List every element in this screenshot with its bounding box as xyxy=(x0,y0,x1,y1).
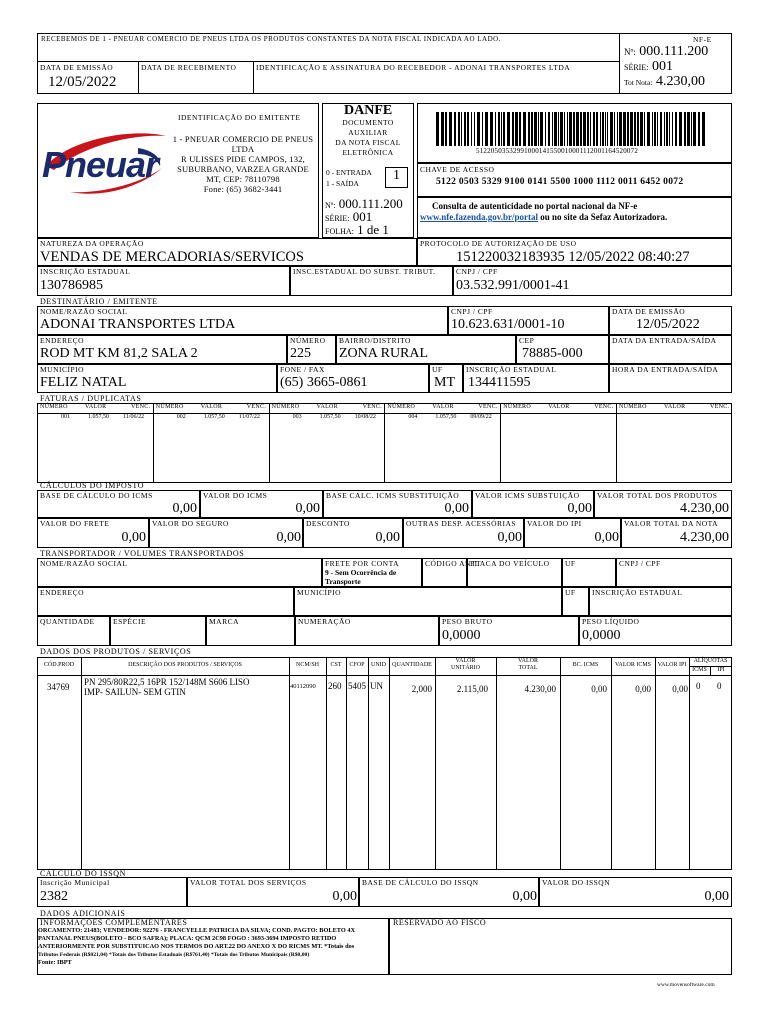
dest-end-label: ENDEREÇO xyxy=(40,336,84,345)
fatura-numero: 002 xyxy=(176,414,186,420)
canhoto-emissao: 12/05/2022 xyxy=(48,74,117,90)
cnpj-emit-value: 03.532.991/0001-41 xyxy=(456,278,570,293)
dest-cep: 78885-000 xyxy=(522,346,583,361)
fatura-valor: 1.057,50 xyxy=(435,414,457,420)
dest-emissao-label: DATA DE EMISSÃO xyxy=(612,307,686,316)
barcode-bar xyxy=(654,112,656,146)
calc-base-st: 0,00 xyxy=(444,501,469,516)
barcode-bar xyxy=(458,112,460,146)
canhoto-emissao-label: DATA DE EMISSÃO xyxy=(40,63,114,72)
fatura-venc: 11/07/22 xyxy=(238,414,260,420)
barcode-bar xyxy=(507,112,510,146)
canhoto-recebimento-label: DATA DE RECEBIMENTO xyxy=(141,63,237,72)
produtos-section: DADOS DOS PRODUTOS / SERVIÇOS xyxy=(40,647,192,656)
calculo-section: CÁLCULOS DO IMPOSTO xyxy=(40,481,145,490)
produto-desc-2: IMP- SAILUN- SEM GTIN xyxy=(84,687,186,697)
fatura-valor: 1.057,50 xyxy=(203,414,225,420)
dest-num-label: NÚMERO xyxy=(290,336,326,345)
canhoto-ident-label: IDENTIFICAÇÃO E ASSINATURA DO RECEBEDOR - ADONAI TRANSPORTES LTDA xyxy=(256,63,571,72)
fatura-venc: 11/06/22 xyxy=(123,414,145,420)
produto-col-divider xyxy=(81,657,82,870)
barcode-bar xyxy=(640,112,643,146)
dest-section: DESTINATÁRIO / EMITENTE xyxy=(40,297,158,306)
consulta-line2: www.nfe.fazenda.gov.br/portal ou no site da Sefaz Autorizadora. xyxy=(420,212,668,222)
danfe-tipo: 1 xyxy=(393,168,400,183)
info-label: INFORMAÇÕES COMPLEMENTARES xyxy=(40,918,188,927)
protocolo-label: PROTOCOLO DE AUTORIZAÇÃO DE USO xyxy=(420,239,577,248)
barcode-bar xyxy=(583,112,586,146)
barcode-bar xyxy=(576,112,579,146)
dest-num: 225 xyxy=(290,346,311,361)
barcode-bar xyxy=(637,112,639,146)
issqn-section: CÁLCULO DO ISSQN xyxy=(40,869,127,878)
dest-cep-label: CEP xyxy=(519,336,535,345)
transp-pl-label: PESO LÍQUIDO xyxy=(582,617,640,626)
fatura-numero: 003 xyxy=(292,414,302,420)
barcode-bar xyxy=(647,112,650,146)
dest-bairro: ZONA RURAL xyxy=(339,346,429,361)
fatura-header-venc: VENC. xyxy=(131,404,151,410)
calc-desconto: 0,00 xyxy=(375,530,400,545)
barcode-bar xyxy=(666,112,668,146)
calc-desconto-label: DESCONTO xyxy=(306,519,350,528)
barcode-bar xyxy=(548,112,550,146)
dest-cnpj-label: CNPJ / CPF xyxy=(451,307,493,316)
canhoto-vline1 xyxy=(138,61,139,94)
barcode-bar xyxy=(552,112,553,146)
barcode-bar xyxy=(474,112,475,146)
produto-col-divider xyxy=(496,657,497,870)
produtos-header-line xyxy=(37,675,732,676)
danfe-title: DANFE xyxy=(344,103,393,118)
pneuar-logo xyxy=(40,128,170,198)
barcode-bar xyxy=(687,112,690,146)
barcode-bar xyxy=(449,112,452,146)
transp-placa-label: PLACA DO VEÍCULO xyxy=(470,559,550,568)
canhoto-vline2 xyxy=(253,61,254,94)
produto-header-vipi: VALOR IPI xyxy=(657,662,687,668)
danfe-sub: DOCUMENTO AUXILIAR DA NOTA FISCAL ELETRÔNICA xyxy=(335,118,401,157)
barcode-bar xyxy=(691,112,692,146)
barcode-bar xyxy=(684,112,686,146)
barcode-bar xyxy=(623,112,626,146)
barcode-bar xyxy=(610,112,613,146)
barcode-bar xyxy=(702,112,705,146)
barcode-bar xyxy=(540,112,543,146)
barcode-bar xyxy=(498,112,500,146)
produto-aipi: 0 xyxy=(717,681,722,691)
fatura-header-venc: VENC. xyxy=(710,404,730,410)
footer-site: www.movensoftware.com xyxy=(657,982,715,988)
produto-col-divider xyxy=(389,657,390,870)
barcode-bar xyxy=(567,112,568,146)
fatura-header-line xyxy=(616,413,732,414)
barcode-bar xyxy=(560,112,563,146)
dest-fone: (65) 3665-0861 xyxy=(280,375,368,390)
produto-header-vicms: VALOR ICMS xyxy=(614,662,652,668)
danfe-numero: Nº: 000.111.200 xyxy=(325,196,403,211)
produto-vipi: 0,00 xyxy=(672,684,688,694)
barcode-bar xyxy=(590,112,591,146)
transp-pb: 0,0000 xyxy=(442,628,481,643)
barcode-bar xyxy=(523,112,526,146)
canhoto-serie: SÉRIE: 001 xyxy=(624,59,673,74)
canhoto-numero: Nº: 000.111.200 xyxy=(624,44,709,59)
barcode-bar xyxy=(464,112,466,146)
chave-value: 5122 0503 5329 9100 0141 5500 1000 1112 0011 6452 0072 xyxy=(436,177,684,187)
dest-bairro-label: BAIRRO/DISTRITO xyxy=(339,336,411,345)
produto-vunit: 2.115,00 xyxy=(456,684,488,694)
ie-st-label: INSC.ESTADUAL DO SUBST. TRIBUT. xyxy=(293,267,436,276)
produto-header-aicms: ICMS xyxy=(692,667,707,673)
barcode-bar xyxy=(587,112,589,146)
canhoto-hline xyxy=(37,61,620,62)
fatura-col-divider xyxy=(616,403,617,483)
danfe-saida: 1 - SAÍDA xyxy=(326,179,359,188)
produto-vicms: 0,00 xyxy=(635,684,651,694)
fatura-header-numero: NÚMERO xyxy=(503,404,531,410)
barcode-bar xyxy=(657,112,658,146)
barcode-bar xyxy=(602,112,604,146)
produto-header-vtot: VALOR xyxy=(518,658,538,664)
fatura-numero: 001 xyxy=(61,414,70,420)
transp-frete-label: FRETE POR CONTA xyxy=(325,559,399,568)
ie-label: INSCRIÇÃO ESTADUAL xyxy=(40,267,131,276)
barcode-bar xyxy=(669,112,670,146)
produto-col-divider xyxy=(611,657,612,870)
transp-pb-label: PESO BRUTO xyxy=(442,617,493,626)
dest-ie-label: INSCRIÇÃO ESTADUAL xyxy=(466,365,557,374)
issqn-im: 2382 xyxy=(40,889,68,904)
produto-col-divider xyxy=(655,657,656,870)
barcode-bar xyxy=(580,112,582,146)
fatura-header-valor: VALOR xyxy=(548,404,570,410)
fisco-label: RESERVADO AO FISCO xyxy=(393,918,487,927)
calc-icms-label: VALOR DO ICMS xyxy=(203,491,268,500)
fatura-header-numero: NÚMERO xyxy=(619,404,647,410)
canhoto-nfe-label: NF-E xyxy=(693,35,712,44)
issqn-serv-label: VALOR TOTAL DOS SERVIÇOS xyxy=(190,878,307,887)
barcode-bar xyxy=(515,112,518,146)
transp-frete-value: 9 - Sem Ocorrência de Transporte xyxy=(325,568,397,586)
barcode-bar xyxy=(482,112,483,146)
chave-label: CHAVE DE ACESSO xyxy=(420,165,495,174)
fatura-venc: 09/09/22 xyxy=(470,414,492,420)
dest-nome: ADONAI TRANSPORTES LTDA xyxy=(40,317,236,332)
fatura-header-valor: VALOR xyxy=(316,404,338,410)
barcode-bar xyxy=(512,112,514,146)
fatura-valor: 1.057,50 xyxy=(88,414,109,420)
fatura-header-valor: VALOR xyxy=(85,404,107,410)
barcode-bar xyxy=(554,112,557,146)
barcode-bar xyxy=(596,112,598,146)
calc-total-nota-label: VALOR TOTAL DA NOTA xyxy=(624,519,719,528)
fatura-header-valor: VALOR xyxy=(432,404,454,410)
produto-header-cfop: CFOP xyxy=(349,662,365,668)
calc-st: 0,00 xyxy=(567,501,592,516)
info-text: ORCAMENTO: 21483; VENDEDOR: 92276 - FRANCYELLE PATRICIA DA SILVA; COND. PAGTO: BOLETO 4X PANTANAL PNEUS(BOLETO - BCO SAFRA); PLACA: QCM 2C98 FOGO : 3693-3694 IMPOSTO RETIDO ANTERIORMENTE POR SUBSTITUICAO NOS TERMOS DO ART.22 DO ANEXO X DO RICMS MT. *Totais dos Tributos Federais (R$821,04) *Totais dos Tributos Estaduais (R$761,40) *Totais dos Tributos Municipais (R$0,00) Fonte: IBPT xyxy=(38,927,356,966)
faturas-section: FATURAS / DUPLICATAS xyxy=(40,394,142,403)
produto-header-ncm: NCM/SH xyxy=(295,662,319,668)
produto-bc: 0,00 xyxy=(591,684,607,694)
fatura-header-venc: VENC. xyxy=(478,404,498,410)
barcode-bar xyxy=(652,112,653,146)
consulta-text: Consulta de autenticidade no portal nacional da NF-e xyxy=(432,201,638,211)
barcode-bar xyxy=(467,112,469,146)
barcode-bar xyxy=(564,112,565,146)
barcode-bar xyxy=(644,112,645,146)
produto-header-desc: DESCRIÇÃO DOS PRODUTOS / SERVIÇOS xyxy=(128,662,242,668)
produto-header-vunit: VALOR xyxy=(455,658,476,664)
dest-uf: MT xyxy=(434,375,455,390)
barcode-bar xyxy=(441,112,444,146)
danfe-serie: SÉRIE: 001 xyxy=(325,209,373,224)
calc-seguro: 0,00 xyxy=(276,530,301,545)
barcode-bar xyxy=(693,112,696,146)
transp-uf-label: UF xyxy=(565,559,576,568)
barcode-bar xyxy=(461,112,462,146)
calc-outras: 0,00 xyxy=(497,530,522,545)
dest-mun: FELIZ NATAL xyxy=(40,375,127,390)
transp-marca-label: MARCA xyxy=(209,617,240,626)
transp-qtd-label: QUANTIDADE xyxy=(40,617,95,626)
adicionais-section: DADOS ADICIONAIS xyxy=(40,909,126,918)
fatura-col-divider xyxy=(500,403,501,483)
fatura-header-numero: NÚMERO xyxy=(387,404,416,410)
produto-cfop: 5405 xyxy=(348,681,366,691)
produto-col-divider xyxy=(435,657,436,870)
calc-frete: 0,00 xyxy=(121,530,146,545)
produto-col-divider xyxy=(326,657,327,870)
barcode-bar xyxy=(660,112,662,146)
fatura-header-valor: VALOR xyxy=(664,404,686,410)
produto-header-qtd: QUANTIDADE xyxy=(392,662,432,668)
calc-icms: 0,00 xyxy=(295,501,320,516)
fatura-valor: 1.057,50 xyxy=(319,414,341,420)
dest-hora-label: HORA DA ENTRADA/SAÍDA xyxy=(612,365,719,374)
barcode-bar xyxy=(679,112,682,146)
produto-cst: 260 xyxy=(328,681,342,691)
transp-nome-label: NOME/RAZÃO SOCIAL xyxy=(40,559,128,568)
produto-ncm: 40112090 xyxy=(290,683,316,690)
barcode-bar xyxy=(607,112,608,146)
barcode-bar xyxy=(605,112,606,146)
dest-fone-label: FONE / FAX xyxy=(280,365,325,374)
natureza-label: NATUREZA DA OPERAÇÃO xyxy=(40,239,144,248)
transp-section: TRANSPORTADOR / VOLUMES TRANSPORTADOS xyxy=(40,549,245,558)
produto-unid: UN xyxy=(370,681,383,691)
produto-aicms: 0 xyxy=(696,681,701,691)
transp-esp-label: ESPÉCIE xyxy=(113,617,147,626)
fatura-col-divider xyxy=(269,403,270,483)
barcode-bar xyxy=(490,112,493,146)
protocolo-value: 151220032183935 12/05/2022 08:40:27 xyxy=(456,249,690,265)
fatura-col-divider xyxy=(153,403,154,483)
barcode-bar xyxy=(634,112,636,146)
transp-antt-label: CÓDIGO ANTT xyxy=(425,559,482,568)
barcode-bar xyxy=(503,112,505,146)
fatura-header-valor: VALOR xyxy=(200,404,223,410)
produto-header-vunit-2: UNITÁRIO xyxy=(451,665,480,671)
barcode-bar xyxy=(619,112,622,146)
emitente-ident-label: IDENTIFICAÇÃO DO EMITENTE xyxy=(178,113,301,122)
produto-vtot: 4.230,00 xyxy=(524,684,556,694)
produto-col-divider xyxy=(560,657,561,870)
transp-ie-label: INSCRIÇÃO ESTADUAL xyxy=(592,588,683,597)
barcode-bar xyxy=(627,112,629,146)
barcode-bar xyxy=(495,112,496,146)
barcode-bar xyxy=(558,112,559,146)
barcode-bar xyxy=(569,112,572,146)
canhoto-recebemos: RECEBEMOS DE 1 - PNEUAR COMERCIO DE PNEUS LTDA OS PRODUTOS CONSTANTES DA NOTA FISCAL INDICADA AO LADO. xyxy=(41,35,501,43)
produto-col-divider xyxy=(368,657,369,870)
canhoto-tot: Tot Nota: 4.230,00 xyxy=(624,74,705,89)
calc-base-icms-label: BASE DE CÁLCULO DO ICMS xyxy=(40,491,153,500)
dest-mun-label: MUNICÍPIO xyxy=(40,365,85,374)
fatura-header-line xyxy=(500,413,616,414)
barcode-bar xyxy=(538,112,539,146)
fatura-numero: 004 xyxy=(408,414,418,420)
produto-header-unid: UNID xyxy=(371,662,386,668)
calc-st-label: VALOR ICMS SUBSTUIÇÃO xyxy=(475,491,580,500)
transp-numer-label: NUMERAÇÃO xyxy=(298,617,351,626)
barcode-bar xyxy=(664,112,665,146)
barcode-bar xyxy=(477,112,480,146)
barcode-bar xyxy=(445,112,447,146)
transp-mun-label: MUNICÍPIO xyxy=(297,588,342,597)
produto-desc: PN 295/80R22,5 16PR 152/148M S606 LISO xyxy=(84,677,250,687)
calc-total-prod: 4.230,00 xyxy=(680,501,729,516)
pneuar-logo-text: Pneuar xyxy=(42,144,159,185)
transp-end-label: ENDEREÇO xyxy=(40,588,84,597)
barcode-bar xyxy=(471,112,472,146)
issqn-im-label: Inscrição Municipal xyxy=(40,878,110,887)
issqn-base: 0,00 xyxy=(512,889,537,904)
dest-cnpj: 10.623.631/0001-10 xyxy=(451,317,565,332)
cnpj-emit-label: CNPJ / CPF xyxy=(456,267,498,276)
barcode-bar xyxy=(593,112,595,146)
calc-ipi: 0,00 xyxy=(594,530,619,545)
barcode-bar xyxy=(454,112,456,146)
transp-cnpj-label: CNPJ / CPF xyxy=(619,559,661,568)
dest-emissao: 12/05/2022 xyxy=(636,317,700,332)
barcode-bar xyxy=(573,112,575,146)
fatura-header-numero: NÚMERO xyxy=(40,404,68,410)
barcode-bar xyxy=(672,112,673,146)
barcode-bar xyxy=(617,112,618,146)
dest-entrada-label: DATA DA ENTRADA/SAÍDA xyxy=(612,336,717,345)
calc-total-prod-label: VALOR TOTAL DOS PRODUTOS xyxy=(597,491,718,500)
ie-value: 130786985 xyxy=(40,278,103,293)
barcode-bar xyxy=(528,112,530,146)
calc-ipi-label: VALOR DO IPI xyxy=(527,519,582,528)
calc-total-nota: 4.230,00 xyxy=(680,530,729,545)
barcode-bar xyxy=(614,112,615,146)
barcode-bar xyxy=(485,112,488,146)
produto-col-divider xyxy=(689,657,690,870)
issqn-valor: 0,00 xyxy=(704,889,729,904)
dest-nome-label: NOME/RAZÃO SOCIAL xyxy=(40,307,128,316)
issqn-valor-label: VALOR DO ISSQN xyxy=(542,878,611,887)
produto-cod: 34769 xyxy=(47,682,70,692)
barcode xyxy=(436,112,708,146)
calc-outras-label: OUTRAS DESP. ACESSÓRIAS xyxy=(406,519,517,528)
calc-base-icms: 0,00 xyxy=(172,501,197,516)
transp-uf2-label: UF xyxy=(565,588,576,597)
produto-col-divider xyxy=(346,657,347,870)
fatura-header-venc: VENC. xyxy=(246,404,267,410)
produto-header-cod: CÓD.PROD xyxy=(43,662,75,668)
fatura-venc: 10/08/22 xyxy=(354,414,376,420)
barcode-bar xyxy=(519,112,521,146)
barcode-bar xyxy=(545,112,546,146)
calc-base-st-label: BASE CALC. ICMS SUBSTITUIÇÃO xyxy=(326,491,460,500)
barcode-bar xyxy=(436,112,439,146)
produto-qtd: 2,000 xyxy=(411,684,432,694)
fatura-header-venc: VENC. xyxy=(362,404,382,410)
danfe-entrada: 0 - ENTRADA xyxy=(326,168,372,177)
dest-uf-label: UF xyxy=(432,365,443,374)
transp-pl: 0,0000 xyxy=(582,628,621,643)
produto-header-cst: CST xyxy=(330,662,342,668)
barcode-bar xyxy=(675,112,677,146)
nfe-portal-link[interactable]: www.nfe.fazenda.gov.br/portal xyxy=(420,212,538,222)
emitente-info: 1 - PNEUAR COMERCIO DE PNEUS LTDA R ULISSES PIDE CAMPOS, 132, SUBURBANO, VARZEA GRANDE MT, CEP: 78110798 Fone: (65) 3682-3441 xyxy=(172,134,314,194)
barcode-bar xyxy=(531,112,533,146)
produto-header-aliq: ALÍQUOTAS xyxy=(693,658,728,664)
calc-seguro-label: VALOR DO SEGURO xyxy=(152,519,229,528)
fatura-header-numero: NÚMERO xyxy=(155,404,184,410)
danfe-folha: FOLHA: 1 de 1 xyxy=(325,222,389,237)
dest-end: ROD MT KM 81,2 SALA 2 xyxy=(40,346,198,361)
produto-header-aipi: IPI xyxy=(717,667,725,673)
barcode-bar xyxy=(600,112,601,146)
fatura-header-venc: VENC. xyxy=(594,404,614,410)
fatura-col-divider xyxy=(384,403,385,483)
produto-header-bc: BC. ICMS xyxy=(572,662,599,668)
calc-frete-label: VALOR DO FRETE xyxy=(40,519,110,528)
natureza-value: VENDAS DE MERCADORIAS/SERVICOS xyxy=(40,249,304,265)
issqn-base-label: BASE DE CÁLCULO DO ISSQN xyxy=(362,878,479,887)
fatura-header-numero: NÚMERO xyxy=(271,404,300,410)
issqn-serv: 0,00 xyxy=(332,889,357,904)
barcode-bar xyxy=(501,112,502,146)
barcode-bar xyxy=(630,112,633,146)
barcode-bar xyxy=(534,112,537,146)
dest-ie: 134411595 xyxy=(468,375,531,390)
produto-header-vtot-2: TOTAL xyxy=(518,665,538,671)
barcode-bar xyxy=(698,112,700,146)
barcode-text: 51220503532991000141550010001112001164520072 xyxy=(476,147,639,155)
